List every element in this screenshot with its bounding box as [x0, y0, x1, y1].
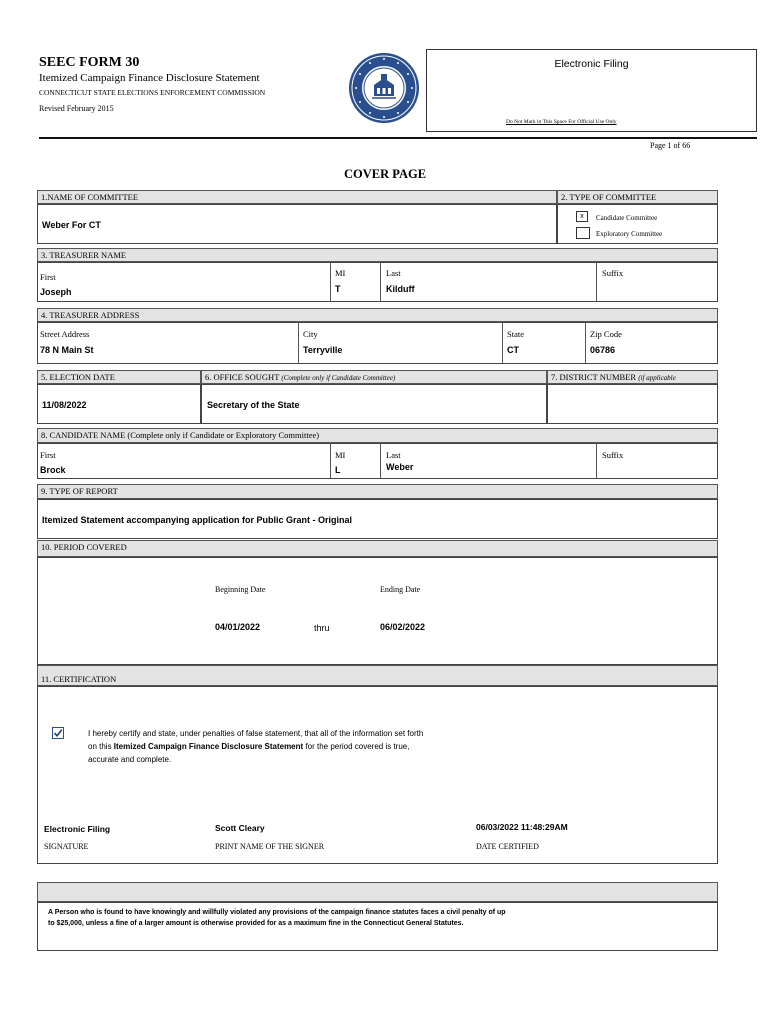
section-1-header: 1.NAME OF COMMITTEE: [37, 190, 557, 204]
section-8-header: 8. CANDIDATE NAME (Complete only if Candidate or Exploratory Committee): [37, 428, 718, 443]
election-date-value: 11/08/2022: [42, 400, 87, 410]
official-use-note: Do Not Mark in This Space For Official Use Only: [506, 119, 617, 125]
candidate-first-label: First: [40, 450, 56, 460]
divider: [596, 262, 597, 302]
revised-date: Revised February 2015: [39, 104, 114, 113]
zip-label: Zip Code: [590, 329, 622, 339]
state-value: CT: [507, 345, 519, 355]
certification-line-1: I hereby certify and state, under penalties of false statement, that all of the information set forth: [88, 729, 424, 738]
report-type-value: Itemized Statement accompanying application for Public Grant - Original: [42, 515, 353, 525]
section-7-label: 7. DISTRICT NUMBER: [551, 372, 637, 382]
divider: [380, 262, 381, 302]
signer-name-label: PRINT NAME OF THE SIGNER: [215, 842, 325, 851]
section-7-note: (if applicable: [638, 374, 676, 382]
committee-name-value: Weber For CT: [42, 220, 101, 230]
divider: [380, 443, 381, 479]
date-certified-value: 06/03/2022 11:48:29AM: [476, 822, 568, 832]
exploratory-committee-checkbox[interactable]: [576, 227, 590, 239]
office-sought-value: Secretary of the State: [207, 400, 300, 410]
page-number: Page 1 of 66: [650, 141, 691, 150]
cert-line-2-bold: Itemized Campaign Finance Disclosure Statement: [113, 742, 304, 751]
section-11-field: [37, 686, 718, 864]
section-5-header: 5. ELECTION DATE: [37, 370, 201, 384]
header-rule: [39, 137, 757, 139]
candidate-mi-value: L: [335, 465, 341, 475]
section-11-header: 11. CERTIFICATION: [37, 665, 718, 686]
treasurer-mi-label: MI: [335, 268, 346, 278]
section-8-field: [37, 443, 718, 479]
divider: [330, 443, 331, 479]
filing-box-title: Electronic Filing: [554, 58, 629, 70]
checkmark-icon: [53, 728, 63, 738]
divider: [596, 443, 597, 479]
section-1-field: [37, 204, 557, 244]
section-9-header: 9. TYPE OF REPORT: [37, 484, 718, 499]
candidate-last-value: Weber: [386, 462, 414, 472]
section-6-note: (Complete only if Candidate Committee): [281, 374, 396, 382]
signer-name-value: Scott Cleary: [215, 823, 265, 833]
candidate-mi-label: MI: [335, 450, 346, 460]
city-value: Terryville: [303, 345, 343, 355]
cert-line-2-post: for the period covered is true,: [303, 742, 410, 751]
section-6-label: 6. OFFICE SOUGHT: [205, 372, 280, 382]
penalty-line-2: to $25,000, unless a fine of a larger amount is otherwise provided for as a maximum fine in the Connecticut General Statutes.: [48, 920, 464, 927]
state-label: State: [507, 329, 524, 339]
ending-date-value: 06/02/2022: [380, 622, 426, 632]
section-2-header: 2. TYPE OF COMMITTEE: [557, 190, 718, 204]
section-10-field: [37, 557, 718, 665]
candidate-committee-checkbox[interactable]: x: [576, 211, 588, 222]
ending-date-label: Ending Date: [380, 585, 421, 594]
commission-seal: [348, 52, 420, 124]
thru-label: thru: [314, 623, 330, 633]
treasurer-last-value: Kilduff: [386, 284, 415, 294]
form-title: SEEC FORM 30: [39, 55, 140, 70]
zip-value: 06786: [590, 345, 616, 355]
certification-line-2: [88, 742, 409, 751]
street-value: 78 N Main St: [40, 345, 94, 355]
exploratory-committee-label: Exploratory Committee: [596, 230, 663, 238]
signature-value: Electronic Filing: [44, 824, 111, 834]
divider: [502, 322, 503, 364]
section-7-field: [547, 384, 718, 424]
certification-checkbox[interactable]: [52, 727, 64, 739]
section-10-header: 10. PERIOD COVERED: [37, 540, 718, 557]
divider: [585, 322, 586, 364]
cert-line-2-pre: on this: [88, 742, 114, 751]
beginning-date-label: Beginning Date: [215, 585, 266, 594]
divider: [298, 322, 299, 364]
signature-label: SIGNATURE: [44, 842, 89, 851]
beginning-date-value: 04/01/2022: [215, 622, 261, 632]
treasurer-first-label: First: [40, 272, 56, 282]
candidate-suffix-label: Suffix: [602, 450, 624, 460]
section-7-header: [547, 370, 718, 384]
treasurer-first-value: Joseph: [40, 287, 72, 297]
candidate-committee-label: Candidate Committee: [596, 214, 658, 222]
section-6-header: [201, 370, 547, 384]
penalty-header-bar: [37, 882, 718, 902]
agency-name: CONNECTICUT STATE ELECTIONS ENFORCEMENT COMMISSION: [39, 88, 266, 97]
section-3-header: 3. TREASURER NAME: [37, 248, 718, 262]
divider: [330, 262, 331, 302]
section-4-header: 4. TREASURER ADDRESS: [37, 308, 718, 322]
treasurer-suffix-label: Suffix: [602, 268, 624, 278]
street-label: Street Address: [40, 329, 90, 339]
form-subtitle: Itemized Campaign Finance Disclosure Statement: [39, 72, 260, 84]
city-label: City: [303, 329, 318, 339]
penalty-line-1: A Person who is found to have knowingly and willfully violated any provisions of the campaign finance statutes faces a civil penalty of up: [48, 909, 506, 916]
treasurer-last-label: Last: [386, 268, 401, 278]
official-use-box: [426, 49, 757, 132]
candidate-last-label: Last: [386, 450, 401, 460]
date-certified-label: DATE CERTIFIED: [476, 842, 539, 851]
candidate-first-value: Brock: [40, 465, 66, 475]
cover-page-title: COVER PAGE: [343, 167, 427, 181]
treasurer-mi-value: T: [335, 284, 341, 294]
certification-line-3: accurate and complete.: [88, 755, 172, 764]
